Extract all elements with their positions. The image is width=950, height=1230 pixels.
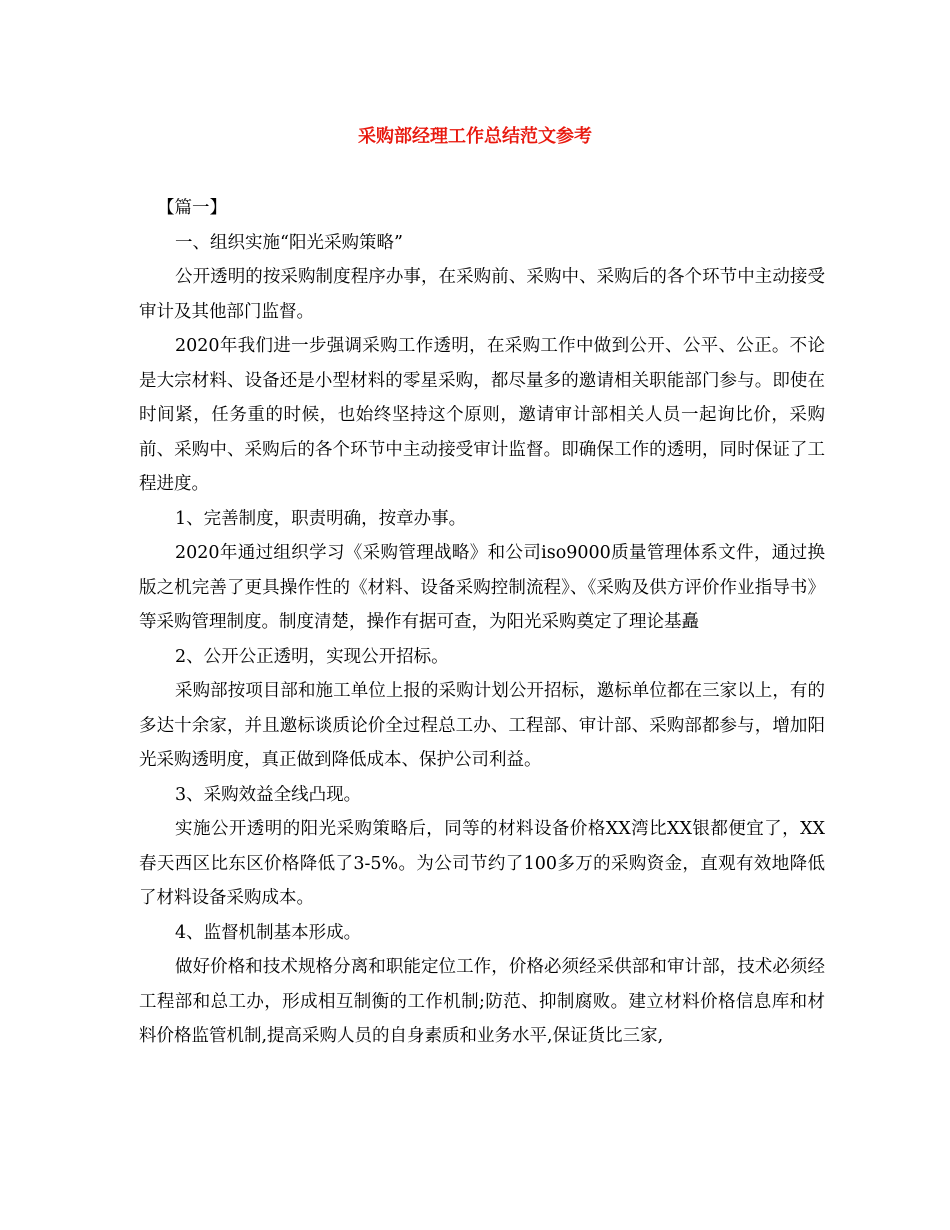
subheading: 一、组织实施“阳光采购策略” bbox=[175, 232, 403, 253]
paragraph: 采购部按项目部和施工单位上报的采购计划公开招标，邀标单位都在三家以上，有的多达十余家，并且邀标谈质论价全过程总工办、工程部、审计部、采购部都参与，增加阳光采购透明度，真正做到降低成本、保护公司利益。 bbox=[139, 681, 825, 770]
paragraph: 实施公开透明的阳光采购策略后，同等的材料设备价格XX湾比XX银都便宜了，XX春天西区比东区价格降低了3-5%。为公司节约了100多万的采购资金，直观有效地降低了材料设备采购成本。 bbox=[139, 819, 825, 908]
paragraph: 2020年通过组织学习《采购管理战略》和公司iso9000质量管理体系文件，通过换版之机完善了更具操作性的《材料、设备采购控制流程》、《采购及供方评价作业指导书》等采购管理制度。制度清楚，操作有据可查，为阳光采购奠定了理论基矗 bbox=[139, 543, 825, 632]
document-title: 采购部经理工作总结范文参考 bbox=[358, 126, 592, 147]
subheading: 1、完善制度，职责明确，按章办事。 bbox=[175, 508, 467, 529]
subheading: 2、公开公正透明，实现公开招标。 bbox=[175, 646, 449, 667]
paragraph: 2020年我们进一步强调采购工作透明，在采购工作中做到公开、公平、公正。不论是大宗材料、设备还是小型材料的零星采购，都尽量多的邀请相关职能部门参与。即使在时间紧，任务重的时候，也始终坚持这个原则，邀请审计部相关人员一起询比价，采购前、采购中、采购后的各个环节中主动接受审计监督。即确保工作的透明，同时保证了工程进度。 bbox=[139, 336, 825, 494]
subheading: 4、监督机制基本形成。 bbox=[175, 922, 362, 943]
paragraph: 做好价格和技术规格分离和职能定位工作，价格必须经采供部和审计部，技术必须经工程部和总工办，形成相互制衡的工作机制;防范、抑制腐败。建立材料价格信息库和材料价格监管机制,提高采购人员的自身素质和业务水平,保证货比三家, bbox=[139, 957, 825, 1046]
document-body bbox=[139, 191, 825, 1054]
section-heading: 【篇一】 bbox=[157, 198, 227, 218]
subheading: 3、采购效益全线凸现。 bbox=[175, 784, 362, 805]
paragraph: 公开透明的按采购制度程序办事，在采购前、采购中、采购后的各个环节中主动接受审计及其他部门监督。 bbox=[139, 267, 825, 322]
